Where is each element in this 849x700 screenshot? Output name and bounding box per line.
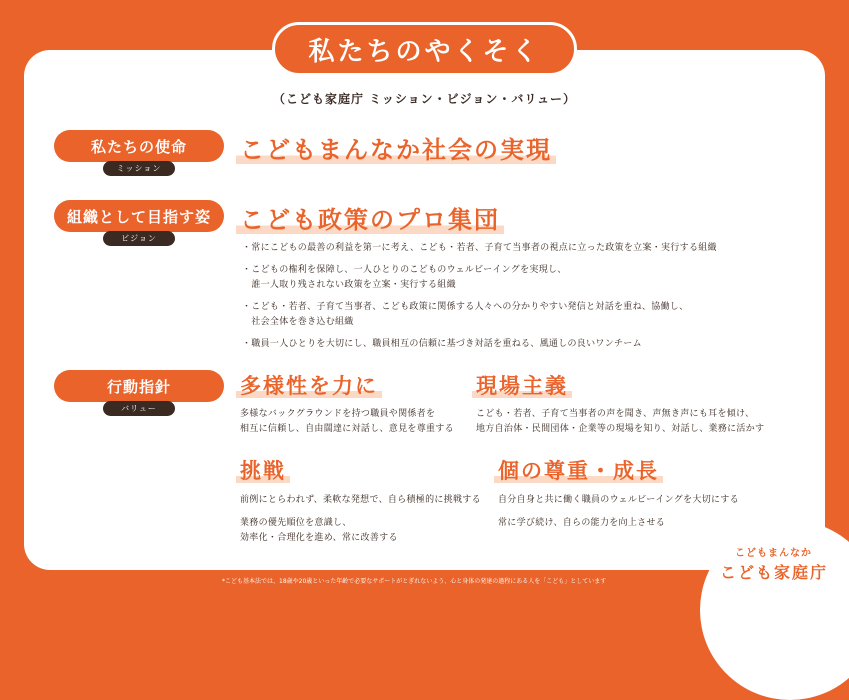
value-text-diversity: 多様なバックグラウンドを持つ職員や関係者を 相互に信頼し、自由闊達に対話し、意見を尊重する [240,409,454,434]
mission-heading [236,130,556,165]
mission-sub-label: ミッション [103,161,175,176]
value-text-field: こども・若者、子育て当事者の声を聞き、声無き声にも耳を傾け、 地方自治体・民間団体・企業等の現場を知り、対話し、業務に活かす [476,409,765,434]
values-sub-label: バリュー [103,401,175,416]
vision-bullet-2: ・こどもの権利を保障し、一人ひとりのこどものウェルビーイングを実現し、 誰一人取り残されない政策を立案・実行する組織 [242,265,567,290]
vision-heading-text: こども政策のプロ集団 [236,206,504,234]
value-heading-diversity: 多様性を力に [236,370,382,400]
page-subtitle: （こども家庭庁 ミッション・ビジョン・バリュー） [272,92,577,106]
vision-label: 組織として目指す姿 [54,200,224,232]
vision-bullet-1: ・常にこどもの最善の利益を第一に考え、こども・若者、子育て当事者の視点に立った政策を立案・実行する組織 [242,243,717,253]
mission-heading-text: こどもまんなか社会の実現 [236,136,556,164]
footnote: *こども基本法では、18歳や20歳といった年齢で必要なサポートがとぎれないよう、心と身体の発達の過程にある人を「こども」としています [222,578,607,585]
value-text-respect: 自分自身と共に働く職員のウェルビーイングを大切にする 常に学び続け、自らの能力を向上させる [498,495,739,528]
vision-bullets [242,241,802,359]
vision-sub-label: ビジョン [103,231,175,246]
value-text-challenge: 前例にとらわれず、柔軟な発想で、自ら積極的に挑戦する 業務の優先順位を意識し、 効率化・合理化を進め、常に改善する [240,495,481,543]
values-label: 行動指針 [54,370,224,402]
page-title: 私たちのやくそく [272,22,577,76]
vision-bullet-4: ・職員一人ひとりを大切にし、職員相互の信頼に基づき対話を重ねる、風通しの良いワンチーム [242,339,642,349]
value-heading-challenge: 挑戦 [236,455,290,485]
value-heading-respect: 個の尊重・成長 [494,455,663,485]
vision-bullet-3: ・こども・若者、子育て当事者、こども政策に関係する人々への分かりやすい発信と対話を重ね、協働し、 社会全体を巻き込む組織 [242,302,689,327]
value-heading-field: 現場主義 [472,370,572,400]
mission-label: 私たちの使命 [54,130,224,162]
logo-agency-name: こども家庭庁 [720,563,829,582]
vision-heading [236,200,504,235]
logo-tagline: こどもまんなか [735,548,812,559]
